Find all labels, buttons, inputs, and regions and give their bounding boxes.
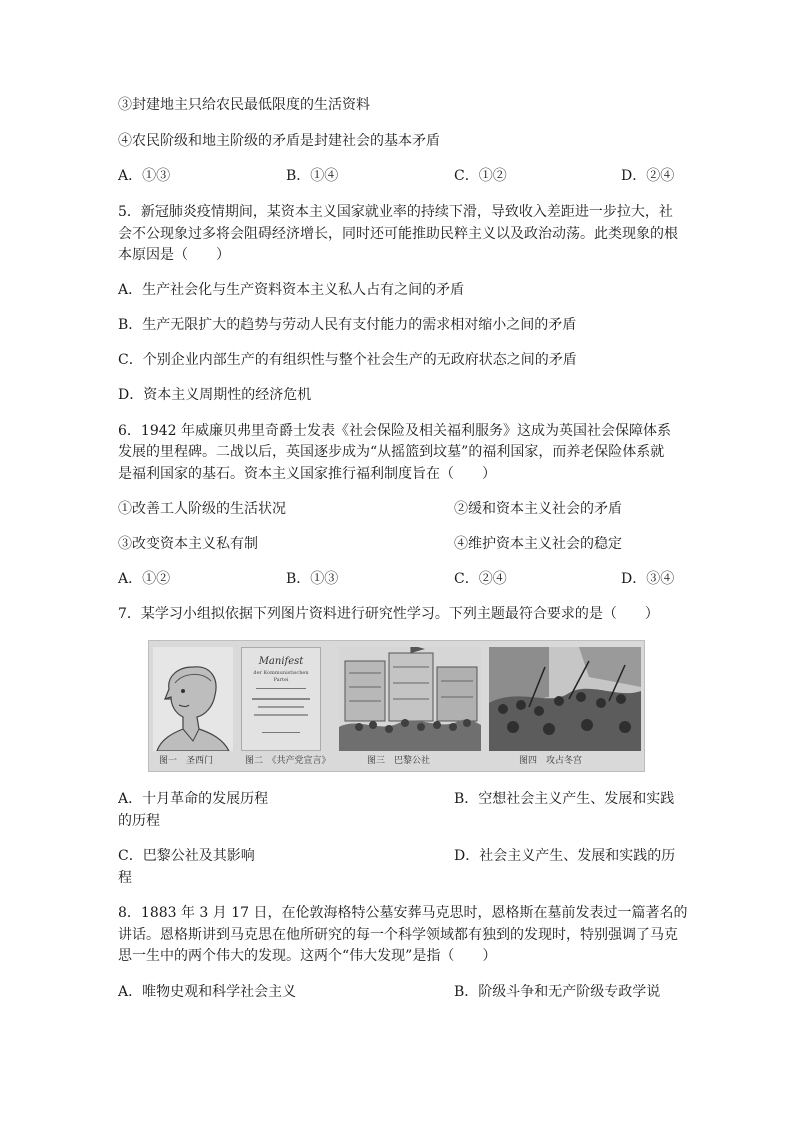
q6-option-d: D．③④ xyxy=(621,571,675,587)
manifesto-subtitle: der Kommunistischen Partei xyxy=(253,670,309,683)
q6-item-1: ①改善工人阶级的生活状况 xyxy=(118,501,286,517)
q6-option-b: B．①③ xyxy=(286,571,339,587)
q7-option-b-line-1: B．空想社会主义产生、发展和实践 xyxy=(454,791,675,807)
q6-option-a: A．①② xyxy=(118,571,171,587)
q7-stem: 7．某学习小组拟依据下列图片资料进行研究性学习。下列主题最符合要求的是（ ） xyxy=(118,606,659,622)
q8-stem-line-2: 讲话。恩格斯讲到马克思在他所研究的每一个科学领域都有独到的发现时，特别强调了马克 xyxy=(118,927,678,943)
q4-option-b: B．①④ xyxy=(286,168,339,184)
q5-option-a: A．生产社会化与生产资料资本主义私人占有之间的矛盾 xyxy=(118,282,465,298)
q7-option-b-line-2: 的历程 xyxy=(118,813,160,829)
q8-option-b: B．阶级斗争和无产阶级专政学说 xyxy=(454,984,661,1000)
manifesto-title: Manifest xyxy=(258,656,304,667)
q7-option-c: C．巴黎公社及其影响 xyxy=(118,848,255,864)
q5-stem-line-3: 本原因是（ ） xyxy=(118,247,230,263)
q4-option-d: D．②④ xyxy=(621,168,675,184)
winter-palace-engraving xyxy=(489,647,641,751)
figure-caption-4: 图四 攻占冬宫 xyxy=(519,756,583,766)
q7-figure-strip xyxy=(148,640,645,772)
q5-stem-line-1: 5．新冠肺炎疫情期间，某资本主义国家就业率的持续下滑，导致收入差距进一步拉大，社 xyxy=(118,204,673,220)
q5-option-c: C．个别企业内部生产的有组织性与整个社会生产的无政府状态之间的矛盾 xyxy=(118,352,577,368)
q6-item-4: ④维护资本主义社会的稳定 xyxy=(454,536,622,552)
q6-stem-line-1: 6．1942 年威廉贝弗里奇爵士发表《社会保险及相关福利服务》这成为英国社会保障体系 xyxy=(118,423,671,439)
q6-option-c: C．②④ xyxy=(454,571,507,587)
q8-stem-line-1: 8．1883 年 3 月 17 日，在伦敦海格特公墓安葬马克思时，恩格斯在墓前发表过一篇著名的 xyxy=(118,905,688,921)
q6-item-2: ②缓和资本主义社会的矛盾 xyxy=(454,501,622,517)
q5-option-b: B．生产无限扩大的趋势与劳动人民有支付能力的需求相对缩小之间的矛盾 xyxy=(118,317,577,333)
q7-option-d-line-1: D．社会主义产生、发展和实践的历 xyxy=(454,848,676,864)
q8-option-a: A．唯物史观和科学社会主义 xyxy=(118,984,297,1000)
q4-item-3: ③封建地主只给农民最低限度的生活资料 xyxy=(118,97,370,113)
q6-stem-line-2: 发展的里程碑。二战以后，英国逐步成为“从摇篮到坟墓”的福利国家，而养老保险体系就 xyxy=(118,444,665,460)
q6-item-3: ③改变资本主义私有制 xyxy=(118,536,258,552)
q5-stem-line-2: 会不公现象过多将会阻碍经济增长，同时还可能推助民粹主义以及政治动荡。此类现象的根 xyxy=(118,226,678,242)
paris-commune-engraving xyxy=(339,647,481,751)
q4-item-4: ④农民阶级和地主阶级的矛盾是封建社会的基本矛盾 xyxy=(118,133,440,149)
q7-option-a: A．十月革命的发展历程 xyxy=(118,791,269,807)
figure-caption-2: 图二 《共产党宣言》 xyxy=(245,756,331,766)
q4-option-a: A．①③ xyxy=(118,168,171,184)
manifesto-cover xyxy=(241,647,321,751)
q4-option-c: C．①② xyxy=(454,168,507,184)
q6-stem-line-3: 是福利国家的基石。资本主义国家推行福利制度旨在（ ） xyxy=(118,466,496,482)
figure-caption-3: 图三 巴黎公社 xyxy=(367,756,431,766)
q7-option-d-line-2: 程 xyxy=(118,870,132,886)
saint-simon-portrait xyxy=(153,647,233,751)
q8-stem-line-3: 思一生中的两个伟大的发现。这两个“伟大发现”是指（ ） xyxy=(118,948,497,964)
figure-caption-1: 图一 圣西门 xyxy=(159,756,214,766)
q5-option-d: D．资本主义周期性的经济危机 xyxy=(118,387,312,403)
